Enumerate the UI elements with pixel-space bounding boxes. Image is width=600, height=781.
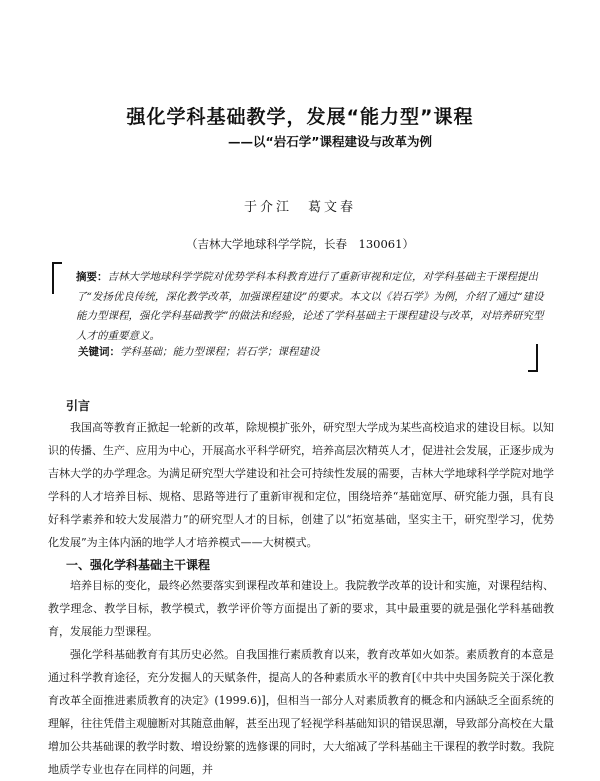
- affiliation: （吉林大学地球科学学院，长春 130061）: [186, 237, 414, 251]
- keywords-label: 关键词：: [78, 346, 120, 358]
- abstract-text: 吉林大学地球科学学院对优势学科本科教育进行了重新审视和定位，对学科基础主干课程提出了“发扬优良传统，深化教学改革，加强课程建设”的要求。本文以《岩石学》为例，介绍了通过“建设能力型课程，强化学科基础教学”的做法和经验，论述了学科基础主干课程建设与改革，对培养研究型人才的重要意义。: [76, 271, 544, 342]
- intro-paragraph: [48, 416, 554, 554]
- intro-text: 我国高等教育正掀起一轮新的改革，除规模扩张外，研究型大学成为某些高校追求的建设目标。以知识的传播、生产、应用为中心，开展高水平科学研究，培养高层次精英人才，促进社会发展，正逐步成为吉林大学的办学理念。为满足研究型大学建设和社会可持续性发展的需要，吉林大学地球科学学院对地学学科的人才培养目标、规格、思路等进行了重新审视和定位，围绕培养“基础宽厚、研究能力强，具有良好科学素养和较大发展潜力”的研究型人才的目标，创建了以“拓宽基础，坚实主干，研究型学习，优势化发展”为主体内涵的地学人才培养模式——大树模式。: [48, 421, 554, 549]
- abstract-bracket-left: [52, 262, 62, 294]
- keywords: [78, 344, 528, 359]
- section1-paragraph-1: [48, 574, 554, 643]
- intro-heading: 引言: [66, 399, 91, 413]
- keywords-text: 学科基础；能力型课程；岩石学；课程建设: [120, 346, 320, 358]
- section1-heading: 一、强化学科基础主干课程: [66, 558, 211, 572]
- section1-paragraph-2: [48, 643, 554, 781]
- authors: 于介江 葛文春: [243, 200, 356, 215]
- section1-para1-text: 培养目标的变化，最终必然要落实到课程改革和建设上。我院教学改革的设计和实施，对课程结构、教学理念、教学目标，教学模式，教学评价等方面提出了新的要求，其中最重要的就是强化学科基础教育，发展能力型课程。: [48, 579, 554, 638]
- abstract: [76, 268, 546, 346]
- abstract-bracket-right: [528, 344, 538, 372]
- paper-subtitle: ——以“岩石学”课程建设与改革为例: [228, 134, 432, 149]
- abstract-box: [52, 262, 544, 372]
- section1-para2-text: 强化学科基础教育有其历史必然。自我国推行素质教育以来，教育改革如火如荼。素质教育的本意是通过科学教育途径，充分发掘人的天赋条件，提高人的各种素质水平的教育[《中共中央国务院关于深化教育改革全面推进素质教育的决定》(1999.6)]，但相当一部分人对素质教育的概念和内涵缺乏全面系统的理解，往往凭借主观臆断对其随意曲解，甚至出现了轻视学科基础知识的错误思潮，导致部分高校在大量增加公共基础课的教学时数、增设纷繁的选修课的同时，大大缩减了学科基础主干课程的教学时数。我院地质学专业也存在同样的问题，并: [48, 648, 554, 776]
- abstract-label: 摘要：: [76, 271, 108, 283]
- paper-title: 强化学科基础教学，发展“能力型”课程: [126, 106, 474, 128]
